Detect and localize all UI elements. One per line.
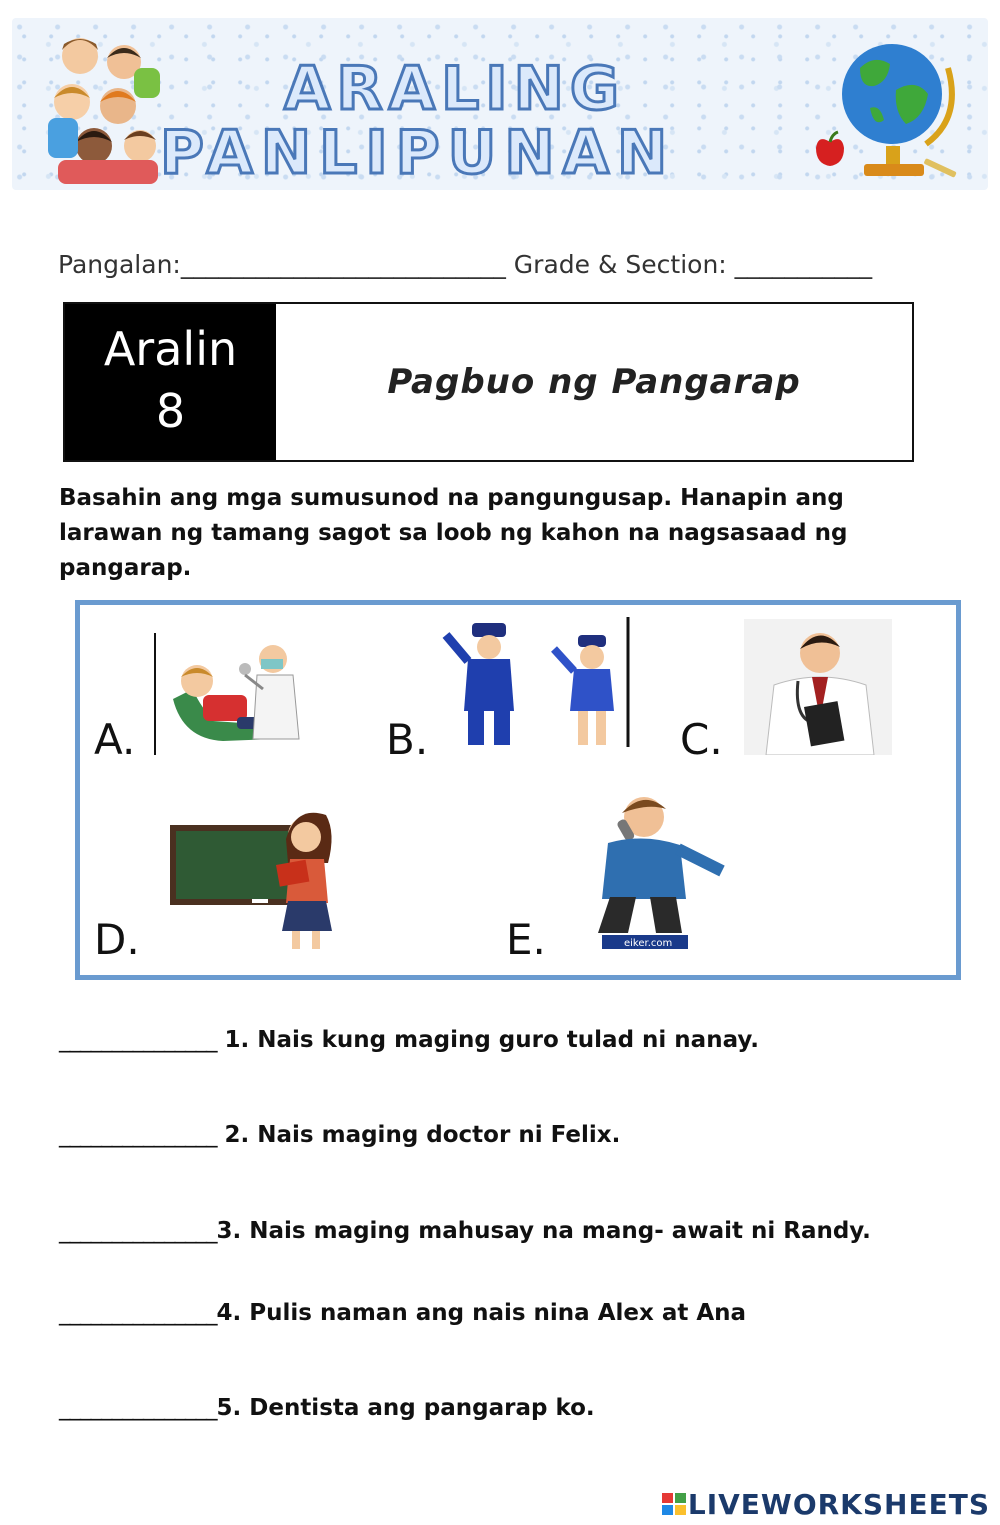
question-text-2: 2. Nais maging doctor ni Felix. [216, 1122, 621, 1148]
banner-title-line2: PANLIPUNAN [160, 118, 676, 188]
question-2 [59, 1122, 620, 1148]
answer-blank-4[interactable]: _______________ [59, 1300, 217, 1326]
banner-title-line1: ARALING [284, 54, 626, 124]
singer-picture [558, 783, 728, 953]
logo-icon [662, 1493, 688, 1517]
lesson-number: 8 [155, 384, 186, 438]
picture-choices-box [75, 600, 961, 980]
lesson-box [63, 302, 914, 462]
question-3 [59, 1218, 871, 1244]
lesson-number-panel [65, 304, 276, 460]
lesson-title: Pagbuo ng Pangarap [387, 362, 801, 402]
question-text-4: 4. Pulis naman ang nais nina Alex at Ana [216, 1300, 747, 1326]
answer-blank-1[interactable]: _______________ [59, 1027, 217, 1053]
answer-blank-2[interactable]: _______________ [59, 1122, 217, 1148]
globe-icon [830, 28, 960, 188]
name-blank[interactable]: __________________________ [180, 250, 506, 279]
question-text-5: 5. Dentista ang pangarap ko. [216, 1395, 595, 1421]
answer-blank-3[interactable]: _______________ [59, 1218, 217, 1244]
header-banner [12, 18, 988, 190]
dentist-picture [153, 629, 329, 755]
section-label: Grade & Section: [513, 250, 727, 279]
option-d-letter: D. [94, 915, 140, 964]
name-label: Pangalan: [58, 250, 181, 279]
question-1 [59, 1027, 759, 1053]
instructions: Basahin ang mga sumusunod na pangungusap. Hanapin ang larawan ng tamang sagot sa loob ng kahon na nagsasaad ng pangarap. [59, 485, 848, 581]
image-watermark: eiker.com [624, 938, 673, 949]
lesson-label: Aralin [103, 322, 238, 376]
question-text-1: 1. Nais kung maging guro tulad ni nanay. [216, 1027, 759, 1053]
student-info-line [58, 250, 872, 279]
option-c-letter: C. [680, 715, 723, 764]
option-e-letter: E. [506, 915, 546, 964]
option-b-letter: B. [386, 715, 429, 764]
liveworksheets-logo [662, 1488, 990, 1521]
logo-text: LIVEWORKSHEETS [687, 1488, 990, 1521]
question-text-3: 3. Nais maging mahusay na mang- await ni Randy. [216, 1218, 871, 1244]
question-5 [59, 1395, 595, 1421]
teacher-picture [156, 803, 368, 953]
doctor-picture [744, 619, 892, 755]
option-a-letter: A. [94, 715, 136, 764]
section-blank[interactable]: ___________ [734, 250, 873, 279]
children-illustration [38, 28, 168, 188]
answer-blank-5[interactable]: _______________ [59, 1395, 217, 1421]
question-4 [59, 1300, 746, 1326]
police-picture [438, 615, 638, 755]
